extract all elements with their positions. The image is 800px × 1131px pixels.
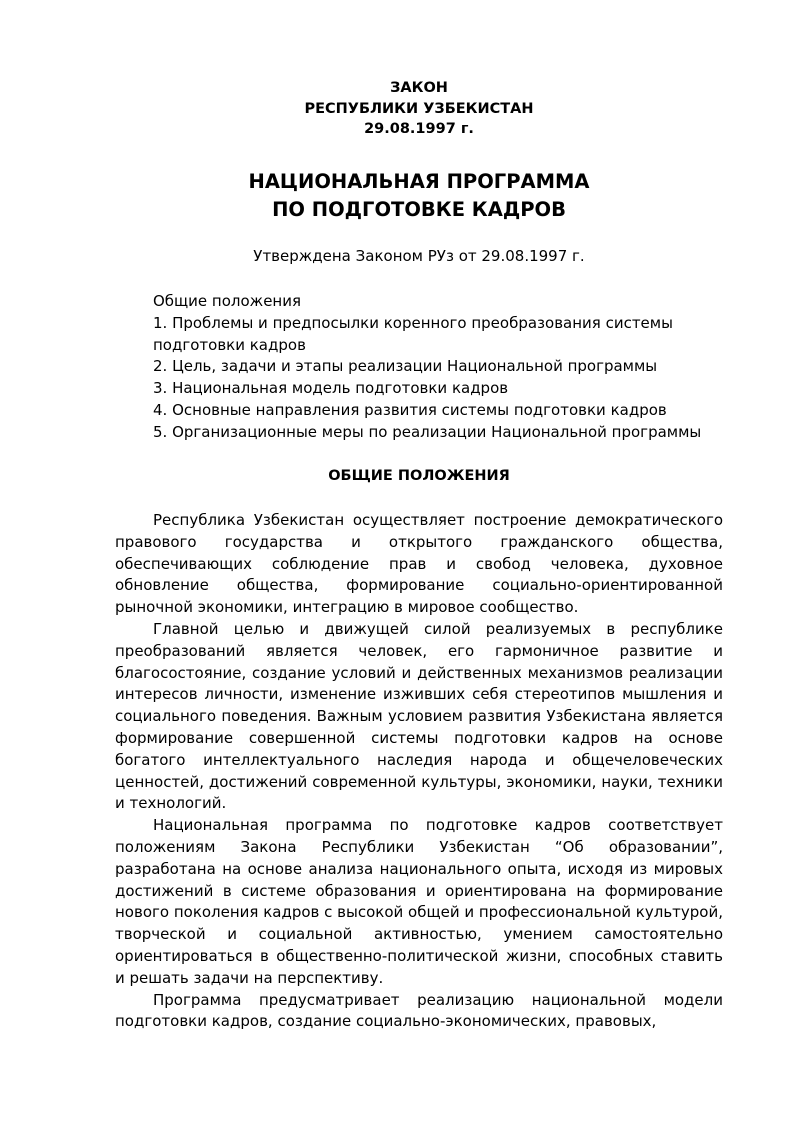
toc-item: Общие положения	[153, 292, 302, 310]
toc-item: 1. Проблемы и предпосылки коренного преобразования системы подготовки кадров	[153, 313, 673, 354]
law-header-line1: ЗАКОН	[390, 80, 448, 96]
section-heading: ОБЩИЕ ПОЛОЖЕНИЯ	[328, 468, 510, 484]
program-title-line2: ПО ПОДГОТОВКЕ КАДРОВ	[272, 198, 566, 221]
toc-item: 5. Организационные меры по реализации Национальной программы	[153, 422, 702, 441]
approval-note: Утверждена Законом РУз от 29.08.1997 г.	[253, 247, 585, 265]
table-of-contents	[153, 291, 723, 444]
law-header	[115, 78, 723, 140]
toc-item: 3. Национальная модель подготовки кадров	[153, 379, 509, 398]
paragraph: Главной целью и движущей силой реализуемых в республике преобразований является человек, его гармоничное развитие и благосостояние, создание условий и действенных механизмов реализации интересов личности, изменение изживших себя стереотипов мышления и социального поведения. Важным условием развития Узбекистана является формирование совершенной системы подготовки кадров на основе богатого интеллектуального наследия народа и общечеловеческих ценностей, достижений современной культуры, экономики, науки, техники и технологий.	[115, 619, 723, 813]
paragraph: Республика Узбекистан осуществляет построение демократического правового государства и открытого гражданского общества, обеспечивающих соблюдение прав и свобод человека, духовное обновление общества, формирование социально-ориентированной рыночной экономики, интеграцию в мировое сообщество.	[115, 511, 723, 617]
law-header-line2: РЕСПУБЛИКИ УЗБЕКИСТАН	[304, 100, 534, 117]
paragraph: Программа предусматривает реализацию национальной модели подготовки кадров, создание социально-экономических, правовых,	[115, 990, 723, 1031]
body-text	[115, 510, 723, 1033]
toc-item: 2. Цель, задачи и этапы реализации Национальной программы	[153, 357, 658, 376]
program-title-line1: НАЦИОНАЛЬНАЯ ПРОГРАММА	[248, 170, 590, 193]
toc-item: 4. Основные направления развития системы подготовки кадров	[153, 400, 667, 419]
paragraph: Национальная программа по подготовке кадров соответствует положениям Закона Республики Узбекистан “Об образовании”, разработана на основе анализа национального опыта, исходя из мировых достижений в системе образования и ориентирована на формирование нового поколения кадров с высокой общей и профессиональной культурой, творческой и социальной активностью, умением самостоятельно ориентироваться в общественно-политической жизни, способных ставить и решать задачи на перспективу.	[115, 816, 723, 987]
law-header-date: 29.08.1997 г.	[364, 121, 474, 137]
program-title	[115, 168, 723, 224]
